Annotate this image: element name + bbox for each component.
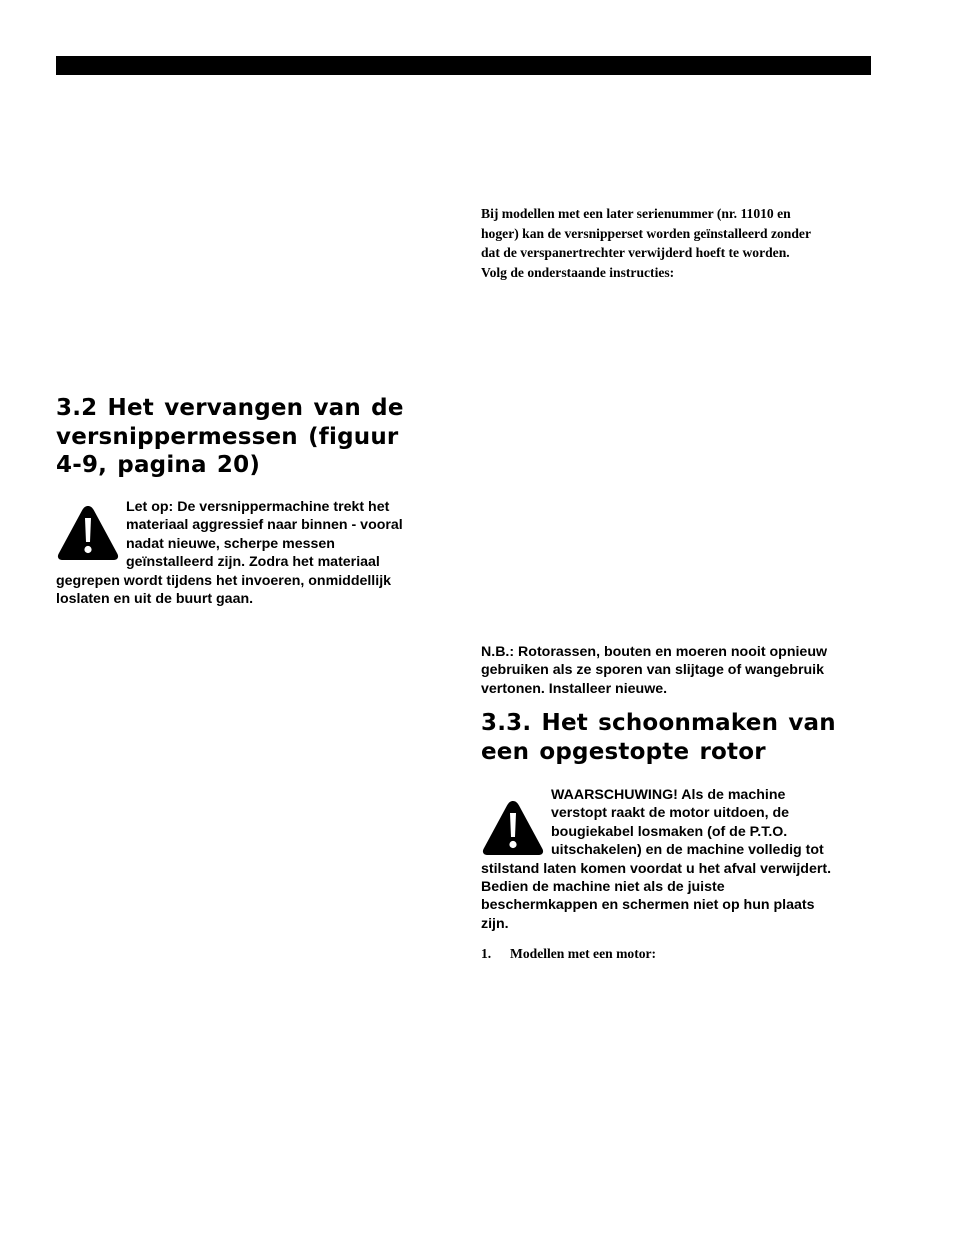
warning-line: Let op: De versnippermachine trekt het bbox=[126, 499, 390, 515]
warning-triangle-icon bbox=[481, 799, 545, 857]
warning-line: verstopt raakt de motor uitdoen, de bbox=[551, 805, 790, 822]
warning-triangle-icon bbox=[56, 504, 120, 562]
warning-line: Bedien de machine niet als de juiste bbox=[481, 879, 725, 896]
heading-line: 3.2 Het vervangen van de bbox=[56, 395, 404, 421]
list-item-text: Modellen met een motor: bbox=[510, 946, 657, 961]
list-item bbox=[481, 945, 656, 963]
warning-line: gegrepen wordt tijdens het invoeren, onmiddellijk bbox=[56, 572, 392, 589]
warning-line: WAARSCHUWING! Als de machine bbox=[551, 787, 786, 803]
warning-line: loslaten en uit de buurt gaan. bbox=[56, 591, 254, 608]
section-3-3-heading bbox=[481, 709, 881, 766]
heading-line: een opgestopte rotor bbox=[481, 738, 766, 765]
warning-line: materiaal aggressief naar binnen - vooral bbox=[126, 517, 403, 534]
warning-line: zijn. bbox=[481, 915, 509, 932]
note-paragraph bbox=[481, 643, 881, 698]
intro-line: Bij modellen met een later serienummer (nr. 11010 en bbox=[481, 206, 791, 221]
section-3-2-heading bbox=[56, 394, 456, 480]
caution-warning-block bbox=[56, 498, 446, 608]
note-line: N.B.: Rotorassen, bouten en moeren nooit opnieuw bbox=[481, 644, 828, 660]
warning-line: stilstand laten komen voordat u het afval verwijdert. bbox=[481, 860, 832, 877]
list-item-number: 1. bbox=[481, 946, 492, 961]
warning-line: uitschakelen) en de machine volledig tot bbox=[551, 842, 824, 859]
heading-line: 3.3. Het schoonmaken van bbox=[481, 710, 836, 736]
heading-line: 4-9, pagina 20) bbox=[56, 452, 261, 478]
intro-line: hoger) kan de versnipperset worden geïnstalleerd zonder bbox=[481, 225, 811, 241]
note-line: gebruiken als ze sporen van slijtage of wangebruik bbox=[481, 662, 824, 679]
warning-line: geïnstalleerd zijn. Zodra het materiaal bbox=[126, 554, 380, 571]
intro-line: dat de verspanertrechter verwijderd hoeft te worden. bbox=[481, 245, 790, 260]
warning-line: nadat nieuwe, scherpe messen bbox=[126, 535, 335, 552]
danger-warning-block bbox=[481, 786, 881, 933]
note-line: vertonen. Installeer nieuwe. bbox=[481, 680, 668, 697]
warning-line: beschermkappen en schermen niet op hun plaats bbox=[481, 897, 815, 914]
intro-line: Volg de onderstaande instructies: bbox=[481, 264, 675, 280]
header-bar bbox=[56, 56, 871, 75]
intro-paragraph bbox=[481, 204, 876, 282]
warning-line: bougiekabel losmaken (of de P.T.O. bbox=[551, 823, 788, 840]
heading-line: versnippermessen (figuur bbox=[56, 423, 399, 450]
